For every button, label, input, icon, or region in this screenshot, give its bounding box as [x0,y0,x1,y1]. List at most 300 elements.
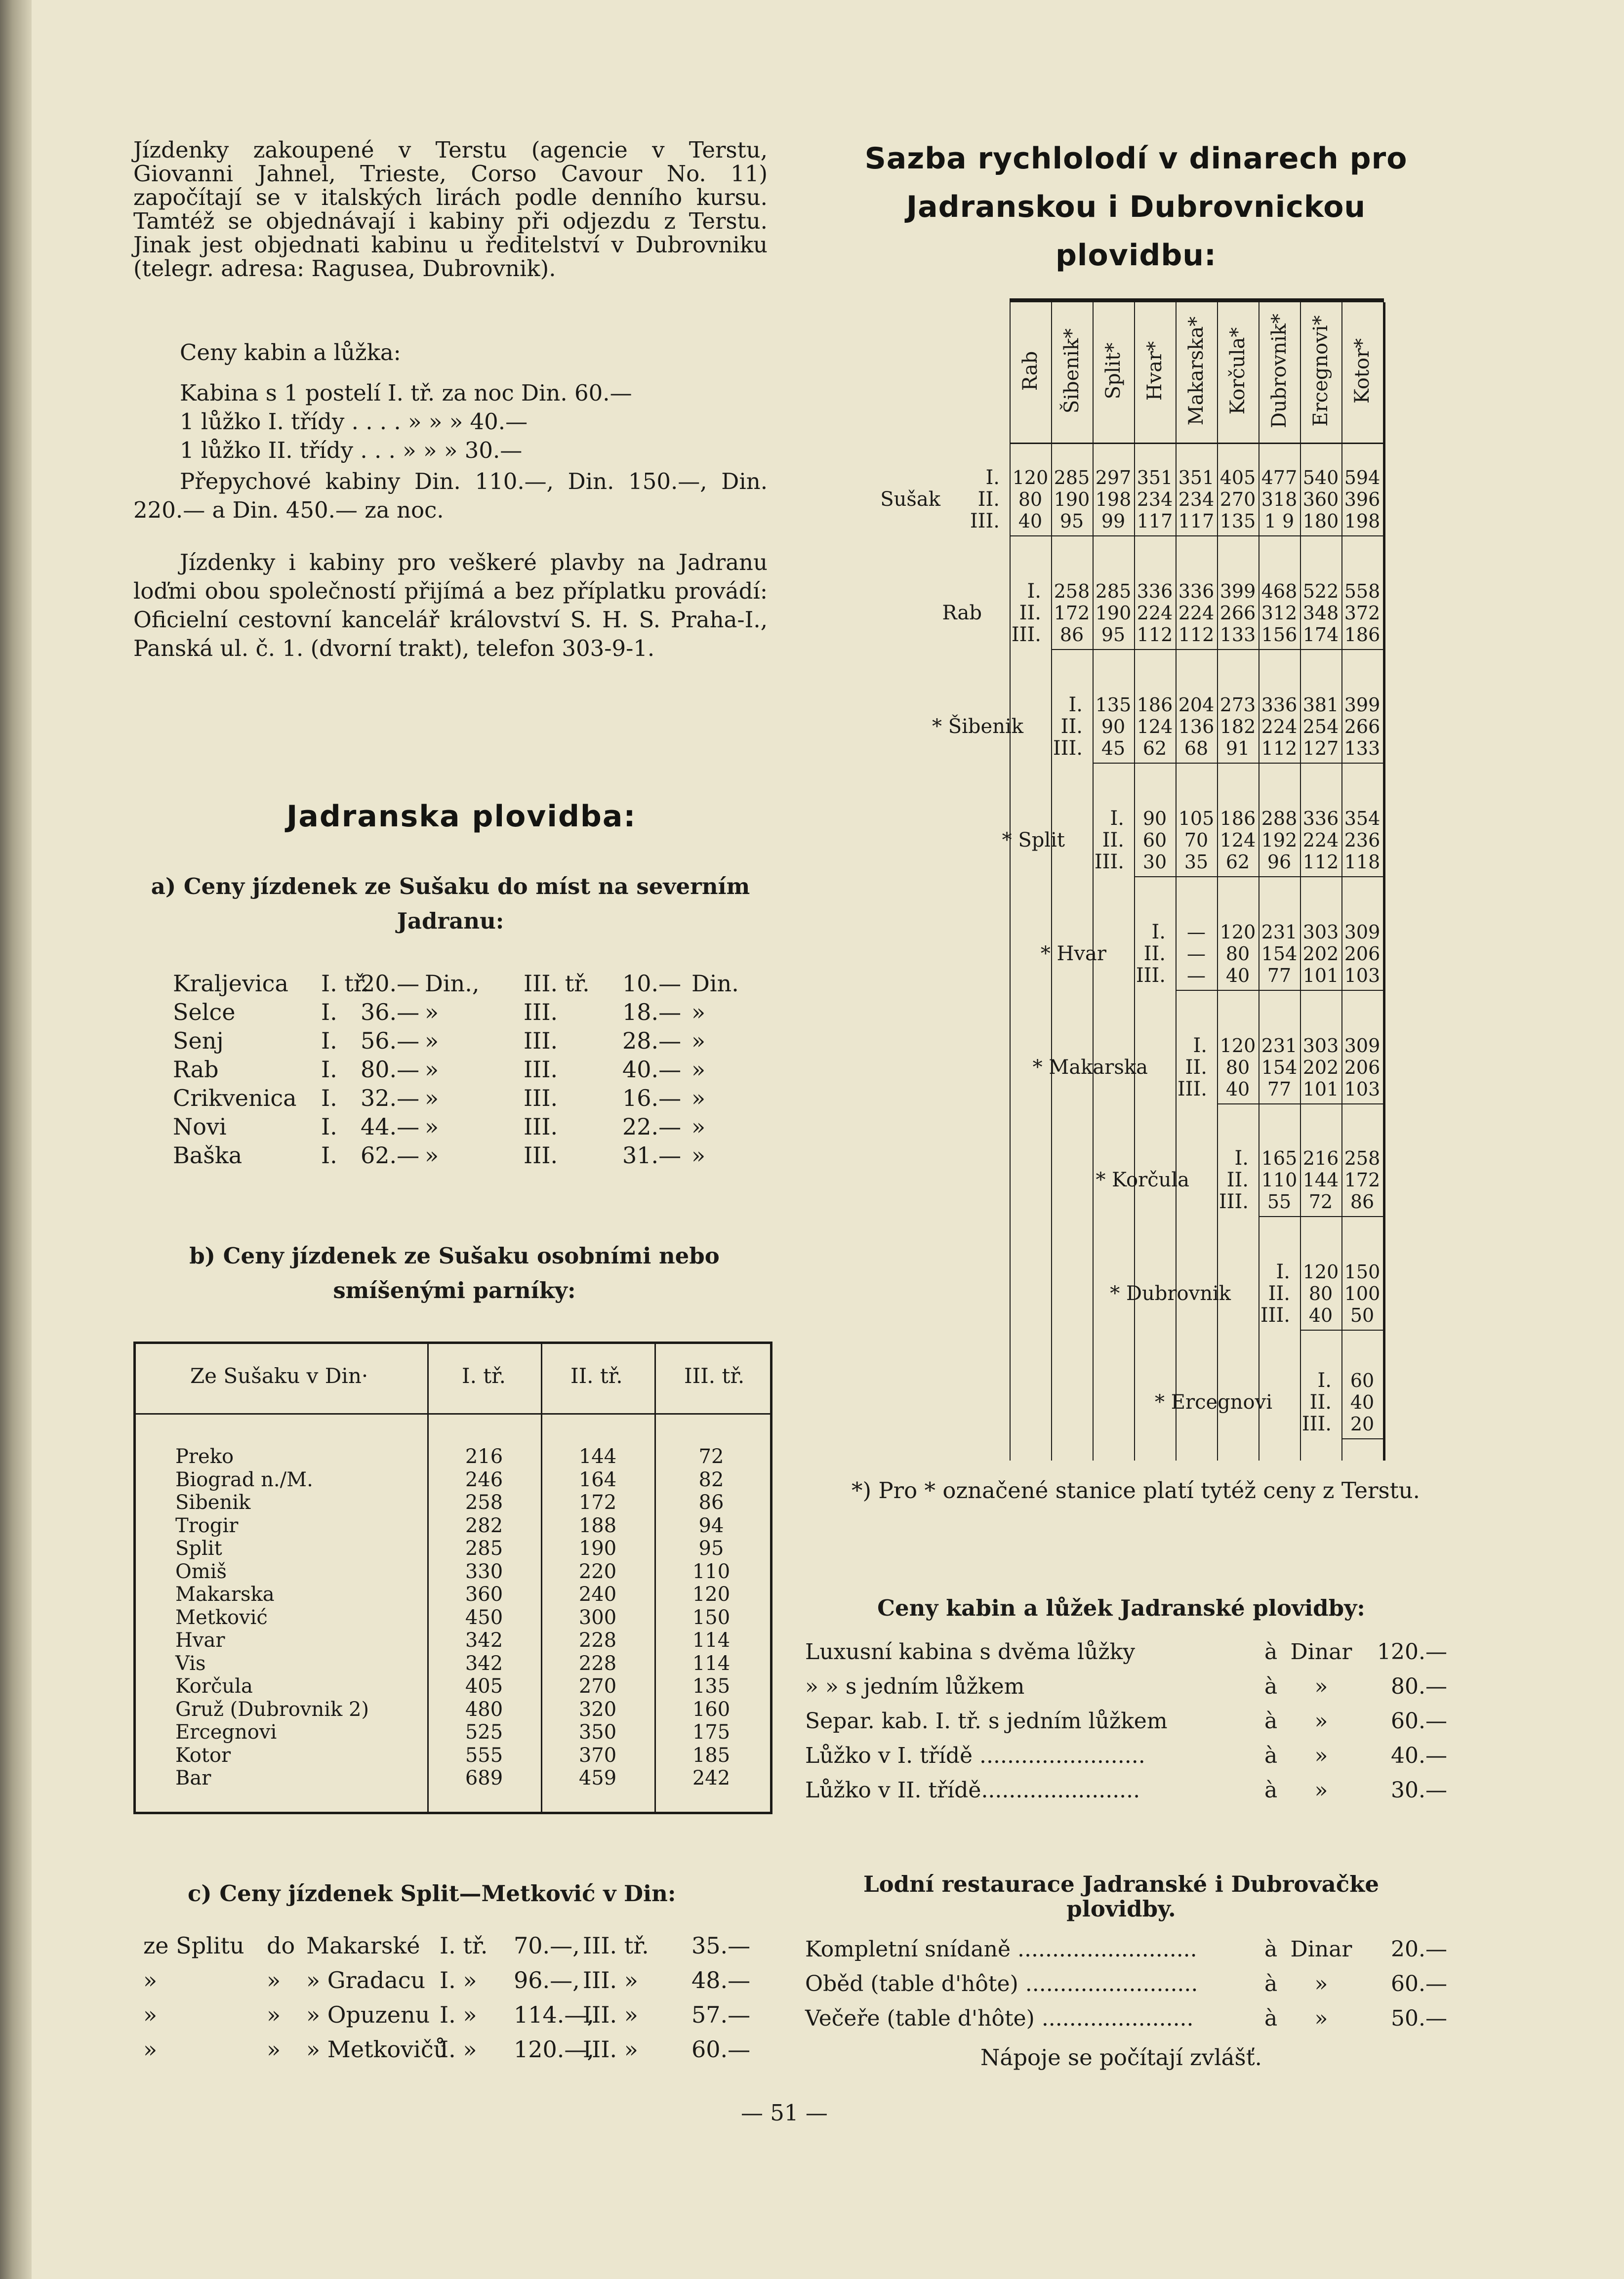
fare-cell: 35.— [691,1932,751,1959]
tariff-class: III. [1218,1190,1249,1213]
tariff-origin: * Dubrovnik [1110,1282,1231,1305]
tariff-value: 50 [1350,1304,1375,1326]
table-header: II. tř. [570,1364,623,1388]
drinks-note: Nápoje se počítají zvlášť. [980,2044,1262,2071]
table-cell: 525 [465,1721,503,1744]
header-divider [136,1413,770,1415]
fare-cell: » [267,2036,281,2063]
tariff-value: 144 [1302,1169,1339,1191]
table-cell: Sibenik [175,1491,251,1514]
tariff-block-rule [1093,763,1383,764]
tariff-value: 285 [1095,580,1132,602]
tariff-value: 127 [1302,737,1339,759]
table-cell: 114 [692,1652,731,1675]
fare-cell: 96.—, [514,1967,580,1994]
tariff-value: 124 [1219,829,1256,851]
fare-cell: I. [321,999,337,1025]
tariff-value: 55 [1267,1191,1292,1213]
tariff-value: 360 [1302,488,1339,510]
section-a-table [173,969,780,1177]
tariff-value: 258 [1344,1147,1380,1169]
tariff-class: II. [1143,942,1166,965]
fare-cell: 32.— [361,1085,420,1111]
tariff-value: 101 [1302,965,1339,986]
price-label: Večeře (table d'hôte) ...................... [805,2006,1194,2031]
table-cell: 342 [465,1652,503,1675]
table-cell: 330 [465,1560,503,1583]
price-unit: Dinar [1290,1937,1352,1962]
tariff-value: 192 [1261,829,1298,851]
table-cell: 228 [578,1652,617,1675]
tariff-value: 118 [1344,851,1380,873]
fare-cell: 56.— [361,1027,420,1054]
tariff-block-rule [1051,649,1383,650]
tariff-column-header [1051,304,1093,438]
tariff-value: 405 [1219,467,1256,488]
table-cell: 282 [465,1514,503,1537]
tariff-value: 150 [1344,1261,1380,1283]
table-cell: Hvar [175,1629,225,1652]
table-cell: 350 [578,1721,617,1744]
table-cell: 228 [578,1629,617,1652]
tariff-value: 112 [1302,851,1339,873]
tariff-value: 103 [1344,965,1380,986]
price-a: à [1264,1937,1278,1962]
tariff-block-rule [1134,876,1383,877]
table-cell: 175 [692,1721,731,1744]
fare-cell: » [425,1142,439,1169]
fare-cell: Kraljevica [173,970,288,997]
tariff-value: 254 [1302,716,1339,737]
tariff-value: 68 [1184,737,1209,759]
price-label: Kompletní snídaně .......................... [805,1937,1197,1962]
tariff-value: 231 [1261,1035,1298,1057]
fare-cell: Makarské [306,1932,420,1959]
table-cell: 120 [692,1583,731,1606]
tariff-class: III. [1136,964,1166,987]
tariff-column-header [1217,304,1259,438]
tariff-value: — [1187,965,1206,986]
fare-cell: III. [524,999,558,1025]
table-cell: 185 [692,1744,731,1767]
tariff-value: 60 [1142,829,1167,851]
tariff-title-line: plovidbu: [1055,238,1217,273]
tariff-column-label: Hvar* [1143,341,1166,401]
tariff-value: 91 [1225,737,1250,759]
tariff-value: 1 9 [1264,510,1295,532]
tariff-value: 270 [1219,488,1256,510]
tariff-value: 180 [1302,510,1339,532]
tariff-value: 312 [1261,602,1298,624]
price-unit: » [1314,1743,1328,1768]
footnote: *) Pro * označené stanice platí tytéž ceny z Terstu. [852,1477,1420,1504]
price-a: à [1264,1674,1278,1699]
tariff-value: 120 [1219,1035,1256,1057]
tariff-value: 558 [1344,580,1380,602]
tariff-header-rule [1010,443,1384,444]
price-a: à [1264,1971,1278,1996]
fare-cell: » [691,1056,706,1083]
table-cell: 246 [465,1468,503,1491]
fare-cell: » [267,2001,281,2028]
table-cell: 242 [692,1767,731,1790]
fare-cell: III. [524,1056,558,1083]
tariff-value: 318 [1261,488,1298,510]
tariff-value: 133 [1344,737,1380,759]
fare-cell: » [691,1027,706,1054]
price-label: Separ. kab. I. tř. s jedním lůžkem [805,1709,1168,1734]
tariff-column-label: Dubrovnik* [1268,313,1291,429]
fare-cell: 18.— [622,999,682,1025]
tariff-column-label: Ercegnovi* [1309,315,1332,427]
tariff-value: 273 [1219,694,1256,716]
fare-cell: 120.—, [514,2036,595,2063]
table-header: III. tř. [684,1364,745,1388]
tariff-value: 372 [1344,602,1380,624]
table-cell: Trogir [175,1514,239,1537]
price-a: à [1264,1639,1278,1665]
fare-cell: 10.— [622,970,682,997]
tariff-value: 174 [1302,624,1339,646]
table-cell: Vis [175,1652,206,1675]
tariff-value: 399 [1219,580,1256,602]
tariff-value: — [1187,921,1206,943]
tariff-value: 62 [1142,737,1167,759]
tariff-value: 35 [1184,851,1209,873]
tariff-top-rule [1010,298,1384,302]
fare-cell: » [691,1142,706,1169]
table-cell: 188 [578,1514,617,1537]
tariff-value: 224 [1137,602,1173,624]
table-cell: 190 [578,1537,617,1560]
tariff-value: 202 [1302,1057,1339,1078]
fare-cell: 48.— [691,1967,751,1994]
tariff-value: 120 [1302,1261,1339,1283]
table-cell: Ercegnovi [175,1721,277,1744]
tariff-value: 124 [1137,716,1173,737]
tariff-value: 101 [1302,1078,1339,1100]
fare-cell: I. [321,1085,337,1111]
tariff-value: 266 [1219,602,1256,624]
tariff-block-rule [1176,990,1383,991]
table-cell: 258 [465,1491,503,1514]
table-cell: 480 [465,1698,503,1721]
tariff-value: 172 [1344,1169,1380,1191]
table-cell: 144 [578,1445,617,1468]
tariff-value: 40 [1308,1304,1333,1326]
tariff-value: 45 [1101,737,1126,759]
tariff-value: 110 [1261,1169,1298,1191]
tariff-origin: Sušak [880,488,940,511]
table-cell: Omiš [175,1560,227,1583]
tariff-value: 231 [1261,921,1298,943]
table-cell: 220 [578,1560,617,1583]
tariff-column-line [1383,302,1385,1461]
price-unit: Dinar [1290,1639,1352,1665]
tariff-value: 154 [1261,943,1298,965]
fare-cell: » [425,1085,439,1111]
fare-cell: I. » [440,2001,477,2028]
table-cell: 270 [578,1675,617,1698]
table-cell: Korčula [175,1675,253,1698]
tariff-value: 80 [1308,1283,1333,1304]
tariff-value: 224 [1178,602,1215,624]
tariff-value: 202 [1302,943,1339,965]
tariff-value: 20 [1350,1413,1375,1435]
tariff-class: II. [977,488,1000,511]
tariff-value: 303 [1302,921,1339,943]
tariff-class: I. [1027,580,1041,603]
table-cell: Makarska [175,1583,275,1606]
table-cell: 94 [698,1514,724,1537]
tariff-value: 77 [1267,965,1292,986]
fare-cell: III. » [583,1967,638,1994]
tariff-class: II. [1102,829,1124,852]
table-cell: 95 [698,1537,724,1560]
fare-cell: » [425,1027,439,1054]
tariff-value: 336 [1261,694,1298,716]
tariff-origin: * Makarska [1032,1056,1148,1079]
tariff-value: 40 [1018,510,1043,532]
section-c-title: c) Ceny jízdenek Split—Metković v Din: [188,1880,676,1907]
fare-cell: Crikvenica [173,1085,297,1111]
tariff-column-header [1341,304,1383,438]
tariff-class: I. [1193,1034,1207,1057]
table-cell: 689 [465,1767,503,1790]
price-value: 30.— [1391,1778,1447,1803]
cabins-price-list [805,1635,1447,1813]
price-label: Oběd (table d'hôte) ......................... [805,1971,1198,1996]
price-unit: » [1314,1674,1328,1699]
tariff-class: I. [985,466,1000,489]
tariff-title [835,134,1437,280]
tariff-value: 60 [1350,1370,1375,1391]
fare-cell: I. [321,1142,337,1169]
tariff-value: 99 [1101,510,1126,532]
fare-cell: » [143,1967,158,1994]
tariff-class: III. [970,510,1000,532]
fare-cell: 40.— [622,1056,682,1083]
price-a: à [1264,1778,1278,1803]
tariff-origin: * Šibenik [932,715,1023,738]
fare-cell: 114.—, [514,2001,595,2028]
fare-cell: I. [321,1027,337,1054]
tariff-class: I. [1068,693,1083,716]
book-spine-shadow [0,0,32,2279]
tariff-value: 266 [1344,716,1380,737]
tariff-value: 103 [1344,1078,1380,1100]
tariff-value: 198 [1095,488,1132,510]
tariff-value: 540 [1302,467,1339,488]
fare-cell: I. [321,1056,337,1083]
tariff-class: I. [1110,807,1124,830]
tariff-value: 112 [1178,624,1215,646]
tariff-class: II. [1268,1282,1290,1305]
tariff-class: II. [1226,1169,1249,1191]
price-unit: » [1314,1778,1328,1803]
tariff-value: 309 [1344,1035,1380,1057]
tariff-value: 351 [1178,467,1215,488]
tariff-value: 234 [1137,488,1173,510]
tariff-column-label: Korčula* [1226,327,1249,415]
section-b-title: b) Ceny jízdenek ze Sušaku osobními nebo smíšenými parníky: [189,1243,720,1303]
price-value: 20.— [1391,1937,1447,1962]
price-value: 60.— [1391,1709,1447,1734]
tariff-value: 120 [1219,921,1256,943]
table-cell: 360 [465,1583,503,1606]
tariff-value: 77 [1267,1078,1292,1100]
fare-cell: 62.— [361,1142,420,1169]
tickets-paragraph: Jízdenky i kabiny pro veškeré plavby na Jadranu loďmi obou společností přijímá a bez příplatku provádí: Oficielní cestovní kancelář království S. H. S. Praha-I., Panská ul. č. 1. (dvorní trakt), telefon 303-9-1. [133,549,768,661]
tariff-class: III. [1053,737,1083,760]
tariff-value: 72 [1308,1191,1333,1213]
fare-cell: ze Splitu [143,1932,244,1959]
tariff-value: 348 [1302,602,1339,624]
tariff-value: 224 [1261,716,1298,737]
fare-cell: » [425,1056,439,1083]
fare-cell: » [691,999,706,1025]
tariff-block-rule [1300,1330,1383,1331]
cabin-line: 1 lůžko I. třídy . . . . » » » 40.— [180,408,528,435]
price-value: 40.— [1391,1743,1447,1768]
jadranska-title: Jadranska plovidba: [286,799,637,834]
restaurant-title [805,1872,1437,1921]
table-cell: 135 [692,1675,731,1698]
tariff-value: 112 [1137,624,1173,646]
table-cell: 370 [578,1744,617,1767]
tariff-class: III. [1094,851,1124,873]
fare-cell: 31.— [622,1142,682,1169]
fare-cell: III. » [583,2036,638,2063]
tariff-class: II. [1060,715,1083,738]
tariff-class: I. [1276,1261,1290,1283]
fare-cell: 36.— [361,999,420,1025]
tariff-class: I. [1317,1369,1332,1392]
fare-cell: » [691,1085,706,1111]
tariff-class: II. [1185,1056,1207,1079]
tariff-value: 165 [1261,1147,1298,1169]
tariff-value: 234 [1178,488,1215,510]
price-a: à [1264,1743,1278,1768]
tariff-value: 204 [1178,694,1215,716]
tariff-value: 96 [1267,851,1292,873]
price-value: 120.— [1377,1639,1447,1665]
price-label: Lůžko v II. třídě....................... [805,1778,1140,1803]
table-cell: 320 [578,1698,617,1721]
table-cell: Split [175,1537,222,1560]
tariff-value: 40 [1225,1078,1250,1100]
tariff-value: 206 [1344,943,1380,965]
table-cell: Biograd n./M. [175,1468,313,1491]
price-label: » » s jedním lůžkem [805,1674,1025,1699]
table-cell: Bar [175,1767,211,1790]
fare-cell: 16.— [622,1085,682,1111]
tariff-value: 136 [1178,716,1215,737]
tariff-value: 117 [1178,510,1215,532]
tariff-class: III. [1011,623,1041,646]
fare-cell: III. tř. [583,1932,649,1959]
price-a: à [1264,2006,1278,2031]
fare-cell: Din., [425,970,480,997]
fare-cell: III. [524,1142,558,1169]
tariff-value: 186 [1219,808,1256,829]
tariff-class: III. [1301,1413,1332,1435]
tariff-value: 285 [1054,467,1090,488]
price-value: 60.— [1391,1971,1447,1996]
tariff-value: 95 [1101,624,1126,646]
table-cell: 405 [465,1675,503,1698]
tariff-value: 477 [1261,467,1298,488]
section-b-table [133,1342,772,1814]
table-cell: 72 [698,1445,724,1468]
price-label: Luxusní kabina s dvěma lůžky [805,1639,1136,1665]
fare-cell: Novi [173,1113,227,1140]
tariff-column-label: Kotor* [1351,338,1374,404]
tariff-title-line: Jadranskou i Dubrovnickou [906,190,1366,224]
tariff-value: 133 [1219,624,1256,646]
price-unit: » [1314,2006,1328,2031]
tariff-value: 186 [1137,694,1173,716]
tariff-value: 95 [1059,510,1084,532]
table-cell: Metković [175,1606,268,1629]
fare-cell: » [425,1113,439,1140]
tariff-value: 190 [1054,488,1090,510]
table-cell: 110 [692,1560,731,1583]
tariff-value: 70 [1184,829,1209,851]
fare-cell: 80.— [361,1056,420,1083]
price-label: Lůžko v I. třídě ........................ [805,1743,1145,1768]
table-cell: 82 [698,1468,724,1491]
tariff-column-label: Šibenik* [1060,328,1083,414]
tariff-origin: * Korčula [1096,1169,1189,1191]
table-cell: 160 [692,1698,731,1721]
tariff-origin: Rab [942,602,982,624]
fare-cell: III. [524,1085,558,1111]
tariff-value: 135 [1219,510,1256,532]
fare-cell: Rab [173,1056,219,1083]
fare-cell: 20.— [361,970,420,997]
fare-cell: 28.— [622,1027,682,1054]
restaurant-title-line: plovidby. [1066,1896,1176,1922]
table-cell: 342 [465,1629,503,1652]
price-unit: » [1314,1971,1328,1996]
tariff-value: 522 [1302,580,1339,602]
cabin-heading: Ceny kabin a lůžka: [180,339,401,366]
tariff-block-rule [1010,535,1383,536]
fare-cell: III. [524,1113,558,1140]
tariff-value: 258 [1054,580,1090,602]
tariff-value: 86 [1350,1191,1375,1213]
tariff-class: III. [1260,1304,1290,1327]
table-cell: Gruž (Dubrovnik 2) [175,1698,369,1721]
tariff-value: 40 [1350,1391,1375,1413]
tariff-value: 182 [1219,716,1256,737]
tariff-value: 236 [1344,829,1380,851]
table-cell: 150 [692,1606,731,1629]
tariff-class: II. [1019,602,1041,624]
table-cell: 555 [465,1744,503,1767]
tariff-value: 297 [1095,467,1132,488]
cabin-line: 1 lůžko II. třídy . . . » » » 30.— [180,437,523,463]
tariff-origin: * Hvar [1040,942,1106,965]
price-unit: » [1314,1709,1328,1734]
table-cell: 86 [698,1491,724,1514]
tariff-value: 309 [1344,921,1380,943]
tariff-value: 156 [1261,624,1298,646]
tariff-column-label: Split* [1102,342,1125,400]
tariff-column-header [1300,304,1341,438]
tariff-block-rule [1259,1216,1383,1217]
